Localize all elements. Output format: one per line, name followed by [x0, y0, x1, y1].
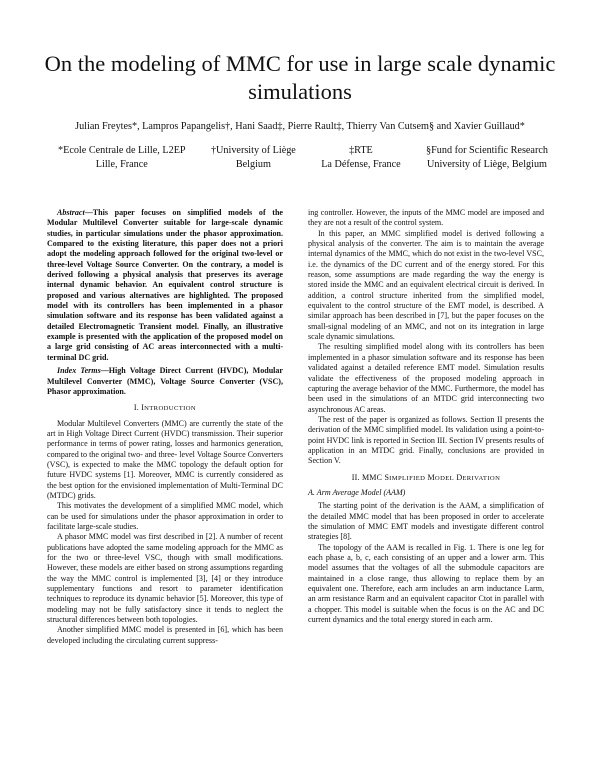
section-title-b-first: M [427, 472, 435, 482]
paragraph-continuation: ing controller. However, the inputs of the MMC model are imposed and they are not a result of the control system. [308, 208, 544, 228]
paragraph: The resulting simplified model along with its controllers has been implemented in a phasor simulation software and its response has been validated against a detailed reference EMT model. Simulation results validate the effectiveness of the proposed modeling approach in capturing the average behavior of the MMC. Furthermore, the model has been used in the simulations of an MTDC grid interconnecting two asynchronous AC areas. [308, 342, 544, 414]
paper-title: On the modeling of MMC for use in large scale dynamic simulations [44, 51, 556, 104]
section-title-c-rest: ERIVATION [462, 474, 501, 482]
affiliation-line: Lille, France [95, 158, 148, 170]
author-list: Julian Freytes*, Lampros Papangelis†, Hani Saad‡, Pierre Rault‡, Thierry Van Cutsem§ and Xavier Guillaud* [75, 121, 525, 132]
section-title-first: I [141, 403, 145, 413]
section-title-b-rest: ODEL [434, 474, 455, 482]
index-terms [47, 366, 283, 397]
paragraph: A phasor MMC model was first described in [2]. A number of recent publications have adopted the same modeling approach for the MMC as for the two or three-level VSC, though with small modifications. However, these models are either based on strong assumptions regarding the way the MMC control is implemented [3], [4] or they introduce supplementary functions and resort to parameter identification techniques to reproduce its dynamic behavior [5]. Moreover, this type of modeling may not be fully satisfactory since it tends to neglect the structural differences between both topologies. [47, 532, 283, 625]
section-number: II. [351, 472, 360, 482]
affiliation-line: *Ecole Centrale de Lille, L2EP [58, 145, 186, 156]
left-column [47, 208, 283, 646]
right-column [308, 208, 544, 625]
abstract-text: —This paper focuses on simplified models of the Modular Multilevel Converter suitable for large-scale dynamic studies, in particular simulations under the phasor approximation. Compared to the existing literature, this paper does not a priori adopt the modeling approach followed for the original two-level or three-level Voltage Source Converter. On the contrary, a model is derived following a physical analysis that preserves its average internal dynamic behavior. An equivalent control structure is proposed and various alternatives are highlighted. The proposed model with its controllers has been implemented in a phasor simulation software and its response has been validated against a detailed Electromagnetic Transient model. Finally, an illustrative example is presented with the application of the proposed model on a large grid consisting of AC areas interconnected with a multi-terminal DC grid. [47, 208, 283, 362]
section-title-a-rest: IMPLIFIED [389, 474, 426, 482]
paragraph: In this paper, an MMC simplified model is derived following a physical analysis of the converter. The aim is to maintain the average internal dynamics of the MMC, which do not exist in the two-level VSC, i.e. the dynamics of the DC current and of the energy stored. For this reason, some assumptions are made regarding the way the energy is stored inside the MMC and an equivalent electrical circuit is derived. In addition, a control structure inherited from the simplified model, equivalent to the control structure of the EMT model, is described. A similar approach has been described in [7], but the paper focuses on the small-signal modeling of an MMC, and not on its integration in large scale dynamic simulations. [308, 228, 544, 342]
affiliation-4 [426, 144, 548, 171]
section-number: I. [133, 403, 139, 413]
affiliation-line: La Défense, France [321, 158, 401, 170]
paragraph: Modular Multilevel Converters (MMC) are currently the state of the art in High Voltage Direct Current (HVDC) transmission. Their superior performance in terms of power rating, losses and harmonics generation, compared to the original two- and three- level Voltage Source Converters (VSC), is expected to make the MMC topology the default option for future HVDC systems [1]. Moreover, MMC is currently considered as the best option for the envisioned implementation of Multi-Terminal DC (MTDC) grids. [47, 418, 283, 500]
index-terms-lead: Index Terms [57, 366, 101, 376]
paragraph: This motivates the development of a simplified MMC model, which can be used for simulations under the phasor approximation in order to facilitate large-scale studies. [47, 501, 283, 531]
abstract [47, 208, 283, 363]
affiliation-line: Belgium [235, 158, 271, 170]
paragraph: The rest of the paper is organized as follows. Section II presents the derivation of the MMC simplified model. Its validation using a point-to-point HVDC link is reported in Section III. Section IV presents results of application in an MTDC grid. Finally, conclusions are provided in Section V. [308, 414, 544, 466]
subsection-heading: A. Arm Average Model (AAM) [308, 487, 406, 497]
paragraph: Another simplified MMC model is presented in [6], which has been developed including the circulating current suppress- [47, 625, 283, 645]
index-terms-text: —High Voltage Direct Current (HVDC), Modular Multilevel Converter (MMC), Voltage Source Converter (VSC), Phasor approximation. [47, 366, 283, 396]
paragraph: The starting point of the derivation is the AAM, a simplification of the detailed MMC model that has been proposed in order to accelerate the simulation of MMC EMT models and investigate different control strategies [8]. [308, 501, 544, 542]
abstract-lead: Abstract [57, 208, 85, 217]
affiliation-3 [321, 144, 400, 171]
affiliation-2 [211, 144, 296, 171]
affiliation-line: ‡RTE [349, 145, 373, 156]
affiliation-line: †University of Liège [210, 145, 296, 156]
affiliation-line: §Fund for Scientific Research [426, 145, 548, 156]
affiliation-1 [58, 144, 186, 171]
paragraph: The topology of the AAM is recalled in Fig. 1. There is one leg for each phase a, b, c, each consisting of an upper and a lower arm. This model assumes that the voltages of all the submodule capacitors are maintained in a close range, thus allowing to replace them by an equivalent one. Therefore, each arm includes an arm inductance Larm, an arm resistance Rarm and an equivalent capacitor Ctot in parallel with a chopper. This model is suitable when the focus is on the AC and DC current dynamics and the total energy stored in each arm. [308, 542, 544, 625]
section-title-c-first: D [456, 472, 463, 482]
section-title-a-first: MMC S [361, 472, 390, 482]
affiliation-line: University of Liège, Belgium [427, 158, 547, 170]
section-heading-introduction [47, 403, 283, 414]
section-heading-derivation [308, 473, 544, 484]
affiliations [58, 144, 548, 171]
section-title-rest: NTRODUCTION [144, 405, 197, 413]
